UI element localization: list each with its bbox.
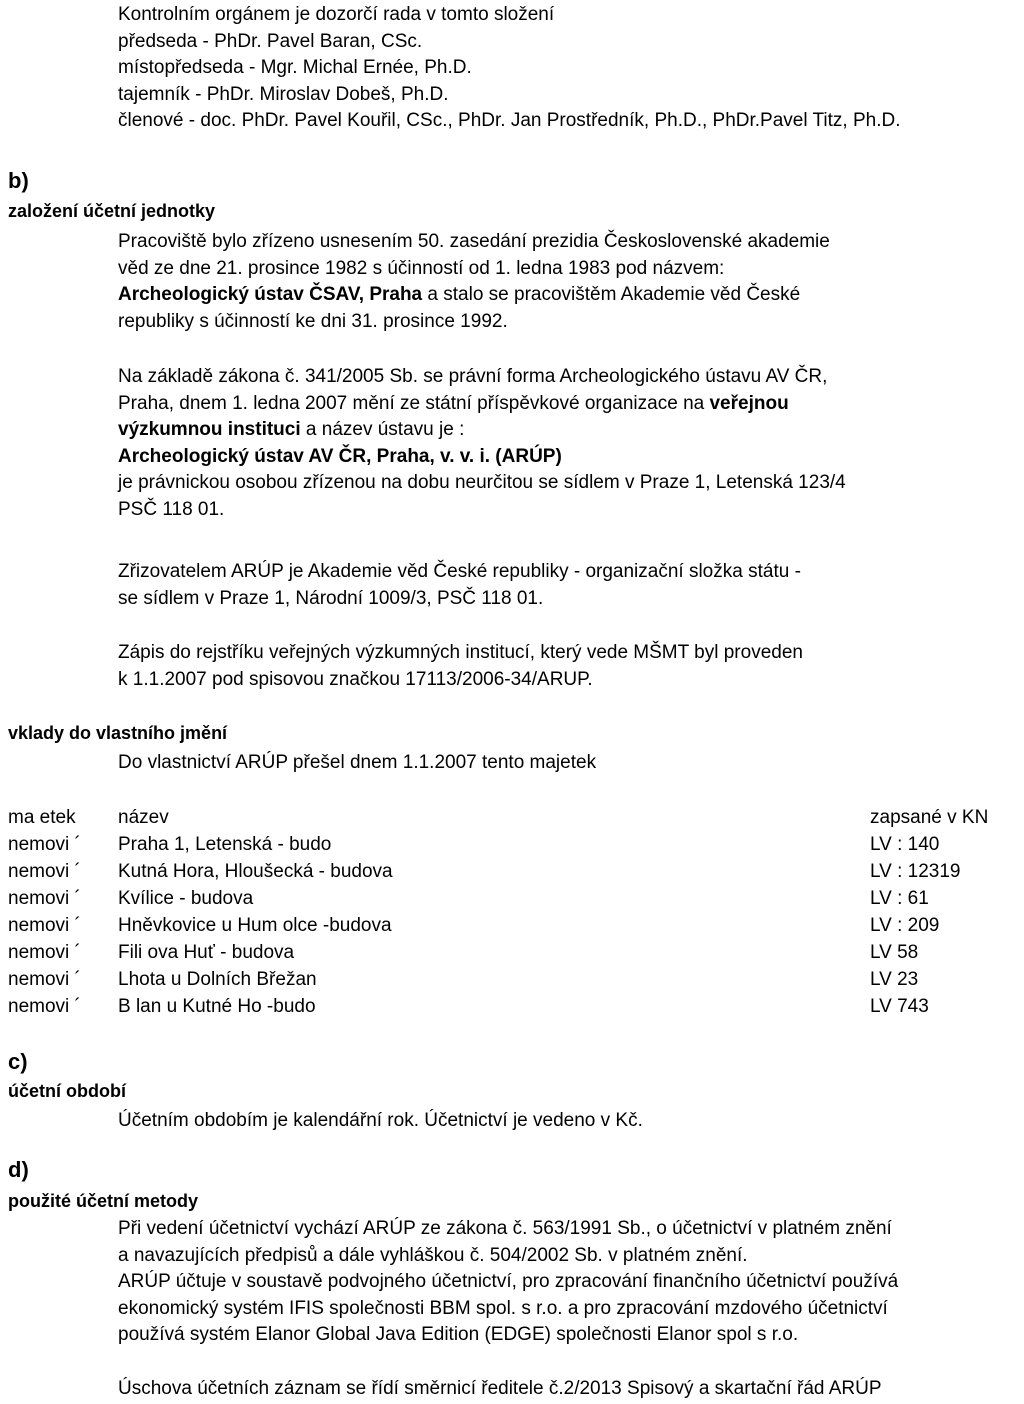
table-cell: LV : 12319: [870, 861, 961, 883]
section-b-paragraph-4: [118, 640, 1018, 693]
table-cell: LV 743: [870, 996, 929, 1018]
table-cell: nemovi ´: [8, 969, 81, 991]
table-cell: Fili ova Huť - budova: [118, 942, 295, 964]
col-header: název: [118, 807, 169, 829]
table-cell: LV 58: [870, 942, 919, 964]
table-cell: Kvílice - budova: [118, 888, 254, 910]
table-row: [8, 913, 1020, 940]
text-line: PSČ 118 01.: [118, 498, 225, 520]
table-cell: Lhota u Dolních Břežan: [118, 969, 317, 991]
section-d-last: [118, 1376, 1018, 1403]
text-line: republiky s účinností ke dni 31. prosince 1992.: [118, 310, 508, 332]
text-line: Zápis do rejstříku veřejných výzkumných institucí, který vede MŠMT byl proveden: [118, 642, 803, 663]
text-line: Pracoviště bylo zřízeno usnesením 50. zasedání prezidia Československé akademie: [118, 231, 830, 252]
text-line: [118, 417, 1018, 444]
table-cell: nemovi ´: [8, 996, 81, 1018]
table-cell: B lan u Kutné Ho -budo: [118, 996, 316, 1018]
table-row: [8, 967, 1020, 994]
text-line: ARÚP účtuje v soustavě podvojného účetnictví, pro zpracování finančního účetnictví používá: [118, 1271, 899, 1293]
table-cell: nemovi ´: [8, 834, 81, 856]
section-c-title: účetní období: [8, 1081, 126, 1101]
col-header: ma etek: [8, 807, 76, 829]
table-cell: nemovi ´: [8, 861, 81, 883]
text-line: Při vedení účetnictví vychází ARÚP ze zákona č. 563/1991 Sb., o účetnictví v platném znění: [118, 1218, 892, 1239]
section-d-title: použité účetní metody: [8, 1191, 199, 1211]
text-line: Účetním obdobím je kalendářní rok. Účetnictví je vedeno v Kč.: [118, 1110, 643, 1131]
board-list: [118, 2, 1018, 135]
bold-fragment: veřejnou: [709, 392, 789, 414]
text-fragment: a stalo se pracovištěm Akademie věd České: [422, 284, 801, 306]
board-line: členové - doc. PhDr. Pavel Kouřil, CSc., PhDr. Jan Prostředník, Ph.D., PhDr.Pavel Titz, Ph.D.: [118, 110, 901, 132]
text-line: [118, 391, 1018, 418]
table-row: [8, 886, 1020, 913]
table-cell: LV : 140: [870, 834, 940, 856]
board-line: Kontrolním orgánem je dozorčí rada v tomto složení: [118, 4, 555, 25]
deposits-text: [118, 750, 1018, 777]
text-line: používá systém Elanor Global Java Edition (EDGE) společnosti Elanor spol s r.o.: [118, 1324, 799, 1346]
bold-fragment: výzkumnou instituci: [118, 419, 301, 441]
table-cell: Hněvkovice u Hum olce -budova: [118, 915, 392, 937]
table-cell: nemovi ´: [8, 942, 81, 964]
section-b-title: založení účetní jednotky: [8, 201, 216, 221]
text-line: Úschova účetních záznam se řídí směrnicí ředitele č.2/2013 Spisový a skartační řád ARÚP: [118, 1378, 882, 1399]
deposits-title: vklady do vlastního jmění: [8, 723, 228, 743]
text-line: Na základě zákona č. 341/2005 Sb. se právní forma Archeologického ústavu AV ČR,: [118, 366, 828, 387]
text-line: ekonomický systém IFIS společnosti BBM spol. s r.o. a pro zpracování mzdového účetnictví: [118, 1297, 888, 1319]
text-line: Do vlastnictví ARÚP přešel dnem 1.1.2007 tento majetek: [118, 752, 597, 773]
text-line: věd ze dne 21. prosince 1982 s účinností od 1. ledna 1983 pod názvem:: [118, 257, 725, 279]
table-cell: LV : 209: [870, 915, 940, 937]
section-b-paragraph-2: [118, 364, 1018, 524]
section-b-paragraph-3: [118, 559, 1018, 612]
assets-table: [8, 805, 1020, 1021]
section-d-paragraph: [118, 1216, 1018, 1349]
table-cell: LV 23: [870, 969, 919, 991]
table-cell: nemovi ´: [8, 915, 81, 937]
table-row: [8, 832, 1020, 859]
text-line: [118, 282, 1018, 309]
institute-name-new: Archeologický ústav AV ČR, Praha, v. v. i. (ARÚP): [118, 445, 562, 467]
text-line: k 1.1.2007 pod spisovou značkou 17113/2006-34/ARUP.: [118, 668, 593, 690]
section-c-letter: c): [8, 1049, 28, 1074]
table-row: [8, 994, 1020, 1021]
table-header-row: [8, 805, 1020, 832]
section-b-letter: b): [8, 168, 29, 193]
board-line: místopředseda - Mgr. Michal Ernée, Ph.D.: [118, 57, 472, 79]
section-c-text: [118, 1108, 1018, 1135]
table-cell: Kutná Hora, Hloušecká - budova: [118, 861, 393, 883]
text-line: se sídlem v Praze 1, Národní 1009/3, PSČ 118 01.: [118, 587, 544, 609]
text-line: je právnickou osobou zřízenou na dobu neurčitou se sídlem v Praze 1, Letenská 123/4: [118, 472, 846, 494]
table-row: [8, 940, 1020, 967]
board-line: předseda - PhDr. Pavel Baran, CSc.: [118, 30, 423, 52]
institute-name-old: Archeologický ústav ČSAV, Praha: [118, 284, 423, 306]
text-line: Zřizovatelem ARÚP je Akademie věd České republiky - organizační složka státu -: [118, 561, 801, 582]
section-d-letter: d): [8, 1157, 29, 1182]
text-line: a navazujících předpisů a dále vyhláškou č. 504/2002 Sb. v platném znění.: [118, 1244, 748, 1266]
text-fragment: Praha, dnem 1. ledna 2007 mění ze státní příspěvkové organizace na: [118, 392, 710, 414]
board-line: tajemník - PhDr. Miroslav Dobeš, Ph.D.: [118, 83, 449, 105]
section-b-paragraph-1: [118, 229, 1018, 335]
table-row: [8, 859, 1020, 886]
table-cell: Praha 1, Letenská - budo: [118, 834, 332, 856]
col-header: zapsané v KN: [870, 807, 989, 829]
text-fragment: a název ústavu je :: [300, 419, 465, 441]
table-cell: LV : 61: [870, 888, 929, 910]
table-cell: nemovi ´: [8, 888, 81, 910]
